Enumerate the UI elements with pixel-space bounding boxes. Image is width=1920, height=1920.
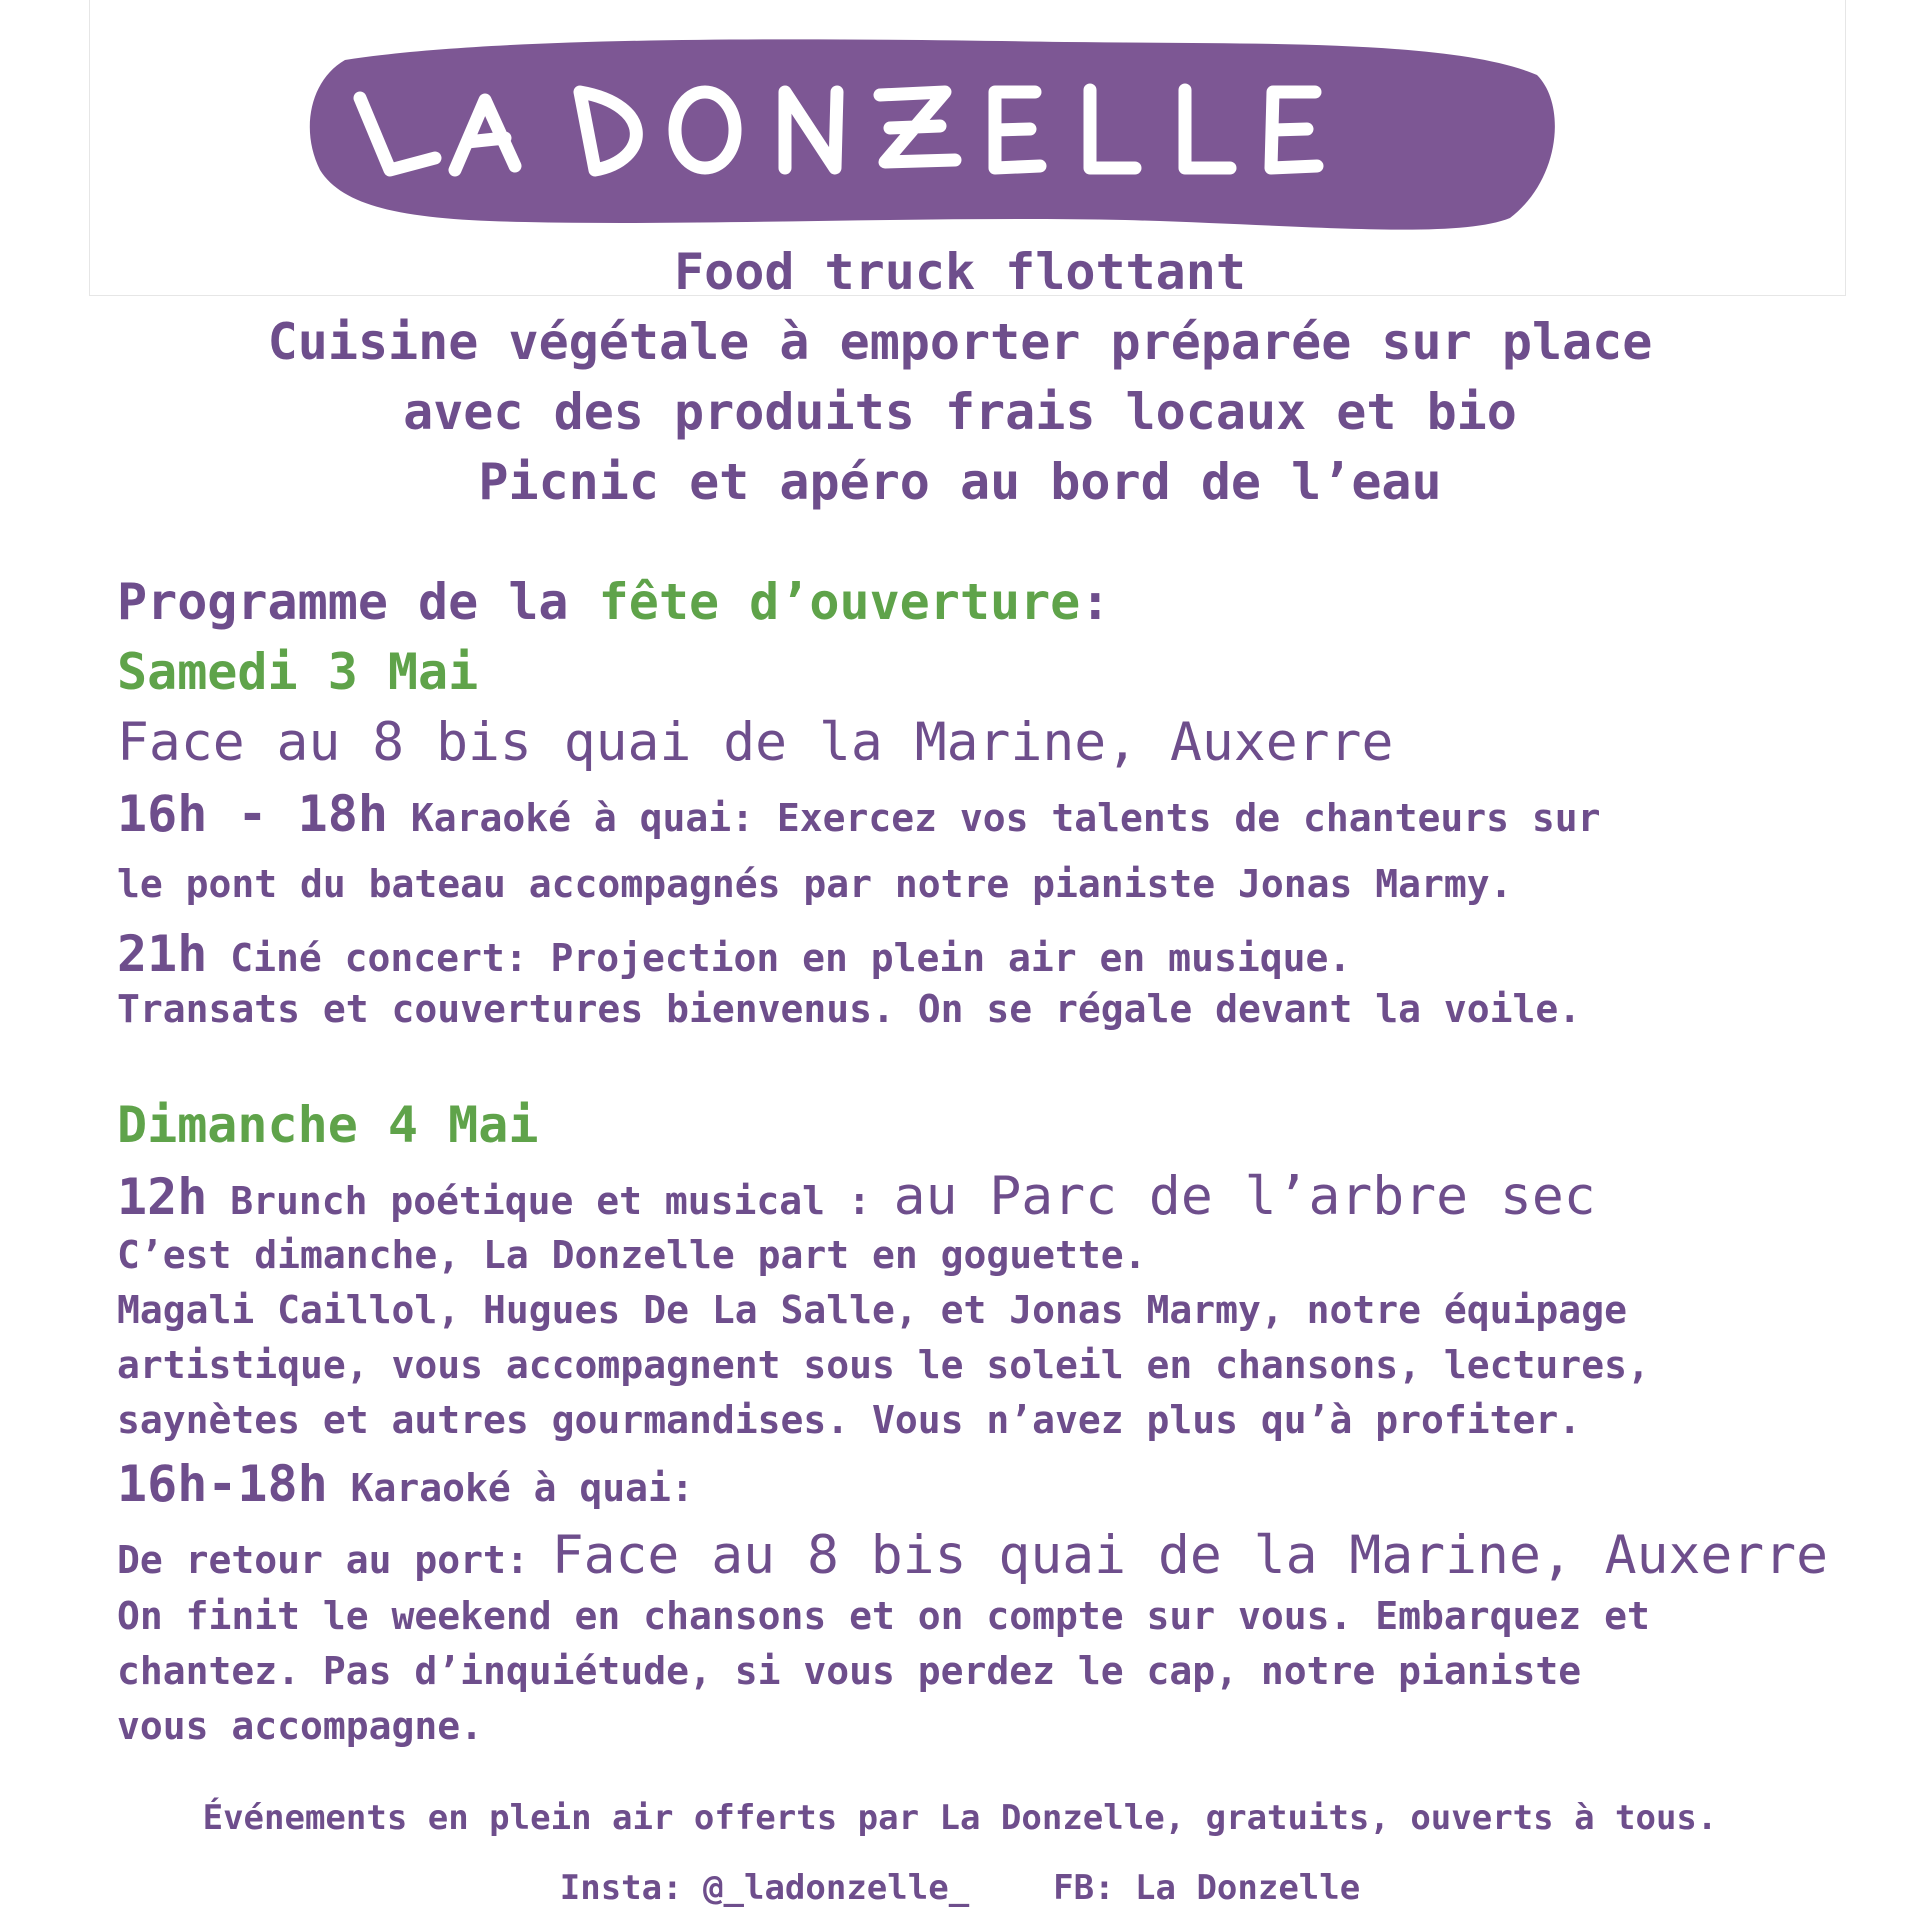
- sunday-event-1-line-2: Magali Caillol, Hugues De La Salle, et Jonas Marmy, notre équipage: [117, 1288, 1627, 1332]
- sunday-event-1-time: 12h: [117, 1168, 208, 1226]
- sunday-event-1-line-4: saynètes et autres gourmandises. Vous n’avez plus qu’à profiter.: [117, 1398, 1582, 1442]
- saturday-event-1: [117, 785, 1600, 843]
- sunday-event-1-line-3: artistique, vous accompagnent sous le soleil en chansons, lectures,: [117, 1343, 1650, 1387]
- sunday-event-1-text: Brunch poétique et musical :: [207, 1179, 894, 1223]
- sunday-event-2: [117, 1455, 694, 1513]
- sunday-day: Dimanche 4 Mai: [117, 1096, 539, 1154]
- saturday-day: Samedi 3 Mai: [117, 643, 479, 701]
- saturday-location: Face au 8 bis quai de la Marine, Auxerre: [117, 712, 1394, 773]
- sunday-event-2-prefix: De retour au port:: [117, 1538, 552, 1582]
- saturday-event-2-time: 21h: [117, 925, 208, 983]
- saturday-event-1-text: Karaoké à quai: Exercez vos talents de chanteurs sur: [387, 796, 1601, 840]
- saturday-event-1-text-2: le pont du bateau accompagnés par notre pianiste Jonas Marmy.: [117, 862, 1513, 906]
- sunday-event-1: [117, 1166, 1596, 1227]
- insta-handle[interactable]: Insta: @_ladonzelle_: [559, 1868, 970, 1908]
- la-donzelle-logo: [305, 30, 1560, 245]
- program-title-prefix: Programme de la: [117, 573, 599, 631]
- sunday-event-2-text: Karaoké à quai:: [327, 1466, 694, 1510]
- sunday-event-2-line-2: chantez. Pas d’inquiétude, si vous perdez le cap, notre pianiste: [117, 1649, 1582, 1693]
- subtitle: Food truck flottant: [674, 243, 1246, 301]
- program-title-suffix: :: [1080, 573, 1111, 631]
- saturday-event-2-text-2: Transats et couvertures bienvenus. On se régale devant la voile.: [117, 987, 1582, 1031]
- program-title: [117, 573, 1110, 631]
- sunday-event-2-line-3: vous accompagne.: [117, 1704, 484, 1748]
- saturday-event-2: [117, 925, 1351, 983]
- intro-line-2: avec des produits frais locaux et bio: [403, 383, 1517, 441]
- intro-line-3: Picnic et apéro au bord de l’eau: [478, 453, 1442, 511]
- footer-social: [0, 1868, 1920, 1908]
- sunday-event-1-line-1: C’est dimanche, La Donzelle part en goguette.: [117, 1233, 1147, 1277]
- sunday-event-2-line-1: On finit le weekend en chansons et on compte sur vous. Embarquez et: [117, 1594, 1650, 1638]
- program-title-highlight: fête d’ouverture: [598, 573, 1081, 631]
- sunday-event-2-place: Face au 8 bis quai de la Marine, Auxerre: [551, 1525, 1829, 1586]
- saturday-event-1-time: 16h - 18h: [117, 785, 388, 843]
- facebook-handle[interactable]: FB: La Donzelle: [1053, 1868, 1361, 1908]
- footer-note: Événements en plein air offerts par La Donzelle, gratuits, ouverts à tous.: [202, 1798, 1718, 1838]
- sunday-event-2-time: 16h-18h: [117, 1455, 328, 1513]
- saturday-event-2-text: Ciné concert: Projection en plein air en musique.: [207, 936, 1352, 980]
- sunday-event-1-place: au Parc de l’arbre sec: [893, 1166, 1596, 1227]
- sunday-event-2-location: [117, 1525, 1828, 1586]
- intro-line-1: Cuisine végétale à emporter préparée sur place: [267, 313, 1653, 371]
